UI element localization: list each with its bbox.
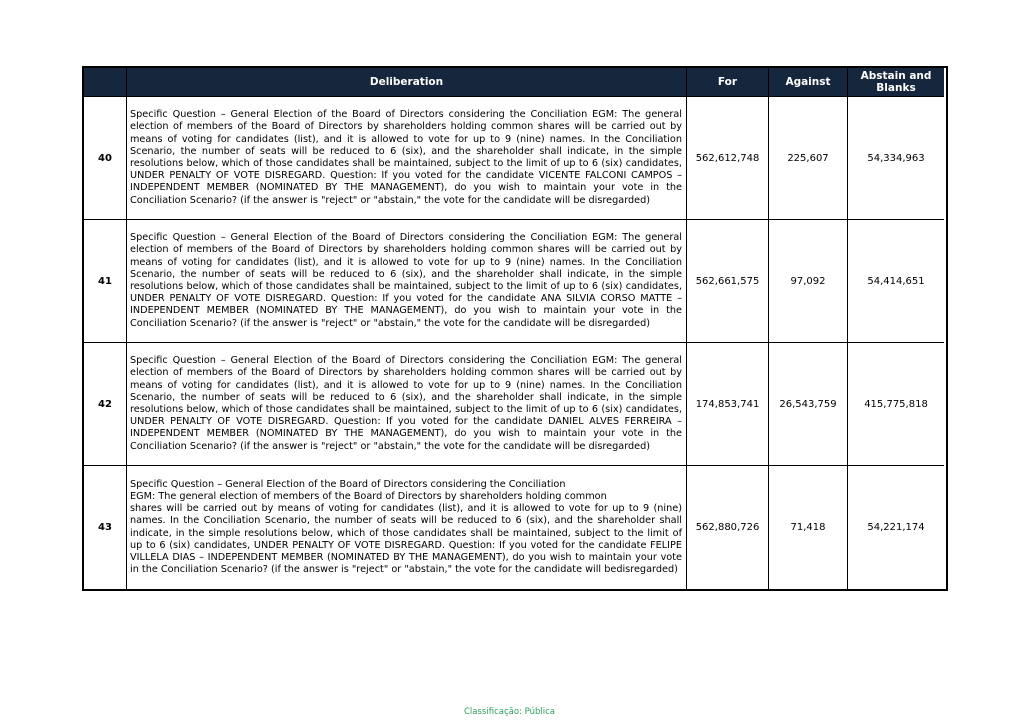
for-votes-cell: 174,853,741 [687, 343, 769, 466]
deliberation-results-table [82, 66, 948, 591]
row-number-cell: 41 [84, 220, 127, 343]
header-cell-for: For [687, 68, 769, 97]
deliberation-text: Specific Question – General Election of the Board of Directors considering the Conciliation EGM: The general election of members of the Board of Directors by shareholders holding common shares will be carried out by means of voting for candidates (list), and it is allowed to vote for up to 9 (nine) names. In the Conciliation Scenario, the number of seats will be reduced to 6 (six), and the shareholder shall indicate, in the simple resolutions below, which of those candidates shall be maintained, subject to the limit of up to 6 (six) candidates, UNDER PENALTY OF VOTE DISREGARD. Question: If you voted for the candidate FELIPE VILLELA DIAS – INDEPENDENT MEMBER (NOMINATED BY THE MANAGEMENT), do you wish to maintain your vote in the Conciliation Scenario? (if the answer is "reject" or "abstain," the vote for the candidate will bedisregarded) [130, 478, 682, 576]
header-cell-deliberation: Deliberation [127, 68, 687, 97]
deliberation-text: Specific Question – General Election of the Board of Directors considering the Conciliation EGM: The general election of members of the Board of Directors by shareholders holding common shares will be carried out by means of voting for candidates (list), and it is allowed to vote for up to 9 (nine) names. In the Conciliation Scenario, the number of seats will be reduced to 6 (six), and the shareholder shall indicate, in the simple resolutions below, which of those candidates shall be maintained, subject to the limit of up to 6 (six) candidates, UNDER PENALTY OF VOTE DISREGARD. Question: If you voted for the candidate ANA SILVIA CORSO MATTE – INDEPENDENT MEMBER (NOMINATED BY THE MANAGEMENT), do you wish to maintain your vote in the Conciliation Scenario? (if the answer is "reject" or "abstain," the vote for the candidate will be disregarded) [130, 232, 682, 329]
row-number-cell: 40 [84, 97, 127, 220]
for-votes-cell: 562,880,726 [687, 466, 769, 589]
deliberation-cell [127, 466, 687, 589]
classification-label: Classificação: Pública [464, 707, 555, 717]
against-votes-cell: 97,092 [769, 220, 848, 343]
row-number-cell: 42 [84, 343, 127, 466]
for-votes-cell: 562,612,748 [687, 97, 769, 220]
abstain-votes-cell: 54,221,174 [867, 522, 925, 533]
header-cell-number [84, 68, 127, 97]
header-cell-abstain-and-blanks: Abstain and Blanks [848, 68, 944, 97]
for-votes-cell: 562,661,575 [687, 220, 769, 343]
against-votes-cell: 26,543,759 [769, 343, 848, 466]
deliberation-text: Specific Question – General Election of the Board of Directors considering the Conciliation EGM: The general election of members of the Board of Directors by shareholders holding common shares will be carried out by means of voting for candidates (list), and it is allowed to vote for up to 9 (nine) names. In the Conciliation Scenario, the number of seats will be reduced to 6 (six), and the shareholder shall indicate, in the simple resolutions below, which of those candidates shall be maintained, subject to the limit of up to 6 (six) candidates, UNDER PENALTY OF VOTE DISREGARD. Question: If you voted for the candidate VICENTE FALCONI CAMPOS – INDEPENDENT MEMBER (NOMINATED BY THE MANAGEMENT), do you wish to maintain your vote in the Conciliation Scenario? (if the answer is "reject" or "abstain," the vote for the candidate will be disregarded) [130, 109, 682, 206]
deliberation-cell [127, 220, 687, 343]
header-cell-against: Against [769, 68, 848, 97]
row-number-cell: 43 [84, 466, 127, 589]
deliberation-text: Specific Question – General Election of the Board of Directors considering the Conciliation EGM: The general election of members of the Board of Directors by shareholders holding common shares will be carried out by means of voting for candidates (list), and it is allowed to vote for up to 9 (nine) names. In the Conciliation Scenario, the number of seats will be reduced to 6 (six), and the shareholder shall indicate, in the simple resolutions below, which of those candidates shall be maintained, subject to the limit of up to 6 (six) candidates, UNDER PENALTY OF VOTE DISREGARD. Question: If you voted for the candidate DANIEL ALVES FERREIRA – INDEPENDENT MEMBER (NOMINATED BY THE MANAGEMENT), do you wish to maintain your vote in the Conciliation Scenario? (if the answer is "reject" or "abstain," the vote for the candidate will be disregarded) [130, 355, 682, 452]
abstain-votes-cell: 415,775,818 [848, 343, 944, 466]
against-votes-cell: 225,607 [769, 97, 848, 220]
abstain-votes-cell: 54,334,963 [848, 97, 944, 220]
deliberation-cell [127, 97, 687, 220]
deliberation-cell [127, 343, 687, 466]
abstain-votes-cell: 54,414,651 [848, 220, 944, 343]
against-votes-cell: 71,418 [769, 466, 848, 589]
